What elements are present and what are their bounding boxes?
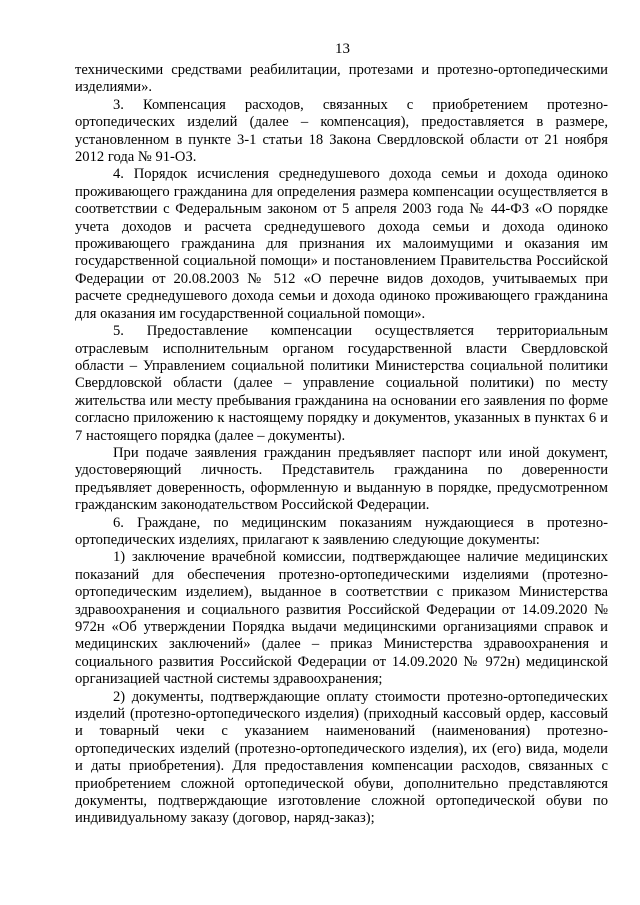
- paragraph-item-5: 5. Предоставление компенсации осуществляется территориальным отраслевым исполнительным органом государственной власти Свердловской области – Управлением социальной политики Министерства социальной политики Свердловской области (далее – управление социальной политики) по месту жительства или месту пребывания гражданина на основании его заявления по форме согласно приложению к настоящему порядку и документов, указанных в пунктах 6 и 7 настоящего порядка (далее – документы).: [75, 323, 608, 444]
- paragraph-subitem-1: 1) заключение врачебной комиссии, подтверждающее наличие медицинских показаний для обеспечения протезно-ортопедическими изделиями (протезно-ортопедическим изделием), выданное в соответствии с приказом Министерства здравоохранения и социального развития Российской Федерации от 14.09.2020 № 972н «Об утверждении Порядка выдачи медицинскими организациями справок и медицинских заключений» (далее – приказ Министерства здравоохранения и социального развития Российской Федерации от 14.09.2020 № 972н) медицинской организацией частной системы здравоохранения;: [75, 549, 608, 688]
- paragraph-item-3: 3. Компенсация расходов, связанных с приобретением протезно-ортопедических изделий (далее – компенсация), предоставляется в размере, установленном в пункте 3-1 статьи 18 Закона Свердловской области от 21 ноября 2012 года № 91-ОЗ.: [75, 96, 608, 166]
- paragraph-item-4: 4. Порядок исчисления среднедушевого дохода семьи и дохода одиноко проживающего гражданина для определения размера компенсации осуществляется в соответствии с Федеральным законом от 5 апреля 2003 года № 44-ФЗ «О порядке учета доходов и расчета среднедушевого дохода семьи и дохода одиноко проживающего гражданина для признания их малоимущими и оказания им государственной социальной помощи» и постановлением Правительства Российской Федерации от 20.08.2003 № 512 «О перечне видов доходов, учитываемых при расчете среднедушевого дохода семьи и дохода одиноко проживающего гражданина для оказания им государственной социальной помощи».: [75, 166, 608, 322]
- paragraph-subitem-2: 2) документы, подтверждающие оплату стоимости протезно-ортопедических изделий (протезно-ортопедического изделия) (приходный кассовый ордер, кассовый и товарный чеки с указанием наименований (наименования) протезно-ортопедических изделий (протезно-ортопедического изделия), их (его) вида, модели и даты приобретения). Для предоставления компенсации расходов, связанных с приобретением сложной ортопедической обуви, дополнительно представляются документы, подтверждающие изготовление сложной ортопедической обуви по индивидуальному заказу (договор, наряд-заказ);: [75, 688, 608, 827]
- page-number: 13: [335, 41, 350, 57]
- paragraph-identity-documents: При подаче заявления гражданин предъявляет паспорт или иной документ, удостоверяющий личность. Представитель гражданина по доверенности предъявляет доверенность, оформленную и выданную в порядке, предусмотренном гражданским законодательством Российской Федерации.: [75, 444, 608, 514]
- paragraph-continuation: техническими средствами реабилитации, протезами и протезно-ортопедическими изделиями».: [75, 62, 608, 96]
- paragraph-item-6: 6. Граждане, по медицинским показаниям нуждающиеся в протезно-ортопедических изделиях, прилагают к заявлению следующие документы:: [75, 514, 608, 548]
